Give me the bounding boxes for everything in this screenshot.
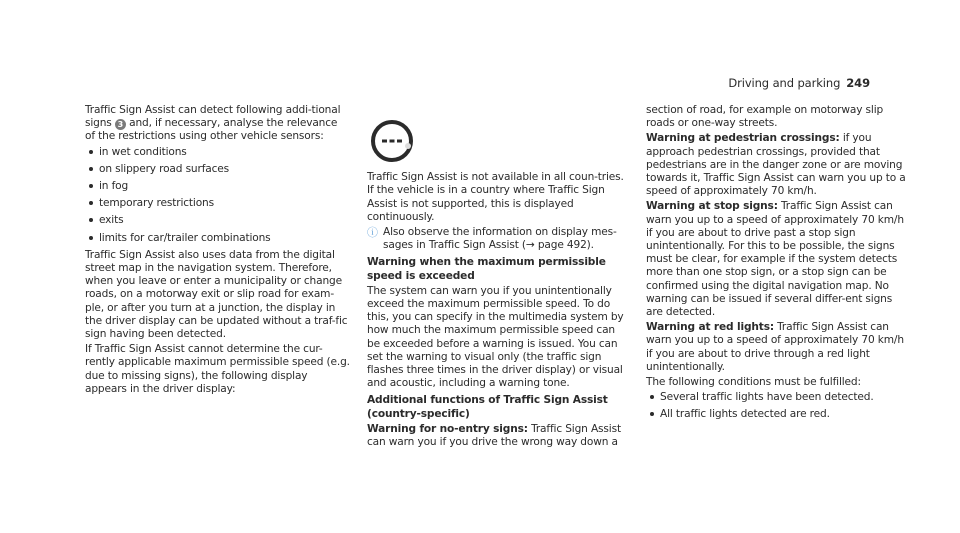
conditions-list <box>85 146 350 245</box>
list-item: in wet conditions <box>85 146 350 159</box>
paragraph-continued: section of road, for example on motorway slip roads or one-way streets. <box>646 104 884 130</box>
callout-number: 3 <box>115 119 126 130</box>
paragraph-navigation: Traffic Sign Assist also uses data from the digital street map in the navigation system. Therefore, when you leave or enter a municipality or change roads, on a motorway exit or slip road for exam-ple, or after you turn at a junction, the display in the driver display can be updated without a traf-fic sign having been detected. <box>85 248 348 341</box>
note-text: Also observe the information on display mes-sages in Traffic Sign Assist (→ page 492). <box>383 226 617 252</box>
stop-signs-label: Warning at stop signs: <box>646 200 778 213</box>
page-number: 249 <box>846 76 870 90</box>
list-item: limits for car/trailer combinations <box>85 232 350 245</box>
pedestrian-text: if you approach pedestrian crossings, provided that pedestrians are in the danger zone or are moving towards it, Traffic Sign Assist can warn you up to a speed of approximately 70 km/h. <box>646 132 906 198</box>
list-item: exits <box>85 214 350 227</box>
no-speed-limit-sign-icon <box>368 117 416 165</box>
info-icon: ⓘ <box>367 226 378 240</box>
column-1 <box>85 104 350 398</box>
paragraph-availability: Traffic Sign Assist is not available in all coun-tries. If the vehicle is in a country where Traffic Sign Assist is not supported, this is displayed continuously. <box>367 171 624 223</box>
heading-additional-functions: Additional functions of Traffic Sign Assist (country-specific) <box>367 394 608 420</box>
paragraph-speed-warning: The system can warn you if you unintentionally exceed the maximum permissible speed. To do this, you can specify in the multimedia system by how much the maximum permissible speed can be exceeded before a warning is issued. You can set the warning to visual only (the traffic sign flashes three times in the driver display) or visual and acoustic, including a warning tone. <box>367 284 624 390</box>
paragraph-no-entry <box>367 423 629 449</box>
note <box>367 226 629 252</box>
list-item: temporary restrictions <box>85 197 350 210</box>
column-3 <box>646 104 911 426</box>
paragraph-conditions: The following conditions must be fulfilled: <box>646 376 861 389</box>
pedestrian-label: Warning at pedestrian crossings: <box>646 132 840 145</box>
paragraph-pedestrian <box>646 132 911 198</box>
column-2 <box>367 117 629 451</box>
list-item: All traffic lights detected are red. <box>646 408 911 421</box>
no-entry-text: Traffic Sign Assist can warn you if you drive the wrong way down a <box>367 422 621 449</box>
section-title: Driving and parking <box>728 76 841 90</box>
paragraph-stop-signs <box>646 200 911 319</box>
paragraph-undetermined: If Traffic Sign Assist cannot determine the cur-rently applicable maximum permissible speed (e.g. due to missing signs), the following display appears in the driver display: <box>85 343 350 395</box>
list-item: Several traffic lights have been detected. <box>646 391 911 404</box>
list-item: in fog <box>85 180 350 193</box>
list-item: on slippery road surfaces <box>85 163 350 176</box>
stop-signs-text: Traffic Sign Assist can warn you up to a speed of approximately 70 km/h if you are about to drive past a stop sign unintentionally. For this to be possible, the signs must be clear, for example if the system detects more than one stop sign, or a stop sign can be confirmed using the digital navigation map. No warning can be issued if several differ-ent signs are detected. <box>646 200 904 319</box>
no-entry-label: Warning for no-entry signs: <box>367 422 528 435</box>
heading-speed-warning: Warning when the maximum permissible speed is exceeded <box>367 256 606 282</box>
intro-text-b: and, if necessary, analyse the relevance of the restrictions using other vehicle sensors: <box>85 117 338 143</box>
paragraph-red-lights <box>646 321 911 374</box>
paragraph-intro <box>85 104 350 144</box>
page-header <box>728 76 870 90</box>
red-lights-label: Warning at red lights: <box>646 321 774 334</box>
traffic-light-conditions <box>646 391 911 421</box>
intro-text-a: Traffic Sign Assist can detect following addi-tional signs <box>85 104 341 130</box>
red-lights-text: Traffic Sign Assist can warn you up to a speed of approximately 70 km/h if you are about to drive through a red light unintentionally. <box>646 321 904 373</box>
